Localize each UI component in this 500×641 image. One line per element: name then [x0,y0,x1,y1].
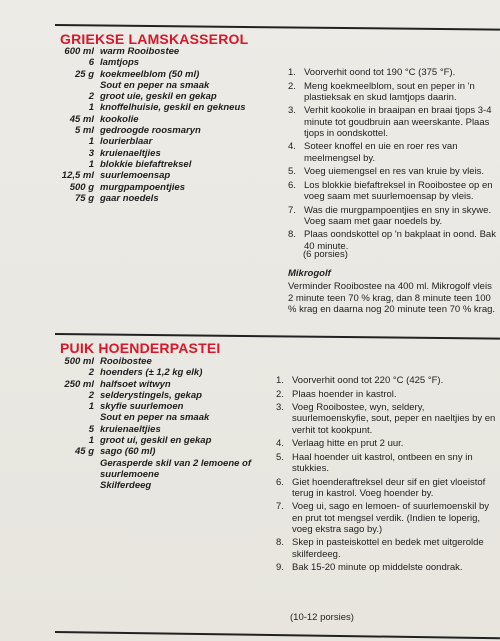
ingredient-row [56,125,246,136]
ingredient-qty: 500 ml [64,356,94,367]
step-item [288,141,496,163]
recipe2-ingredients [56,356,251,492]
ingredient-row [56,435,251,446]
ingredient-row [56,136,246,147]
ingredient-name: Sout en peper na smaak [100,412,210,424]
ingredient-name: kruienaeltjies [100,147,161,159]
ingredient-name: groot ui, geskil en gekap [100,435,212,447]
ingredient-qty: 3 [88,147,94,159]
step-text: Meng koekmeelblom, sout en peper in 'n plastieksak en skud lamtjops daarin. [304,80,475,103]
step-item [276,537,496,559]
step-text: Voeg uiemengsel en res van kruie by vleis. [304,166,485,178]
step-item [288,205,496,227]
recipe1-servings: (6 porsies) [303,249,348,260]
ingredient-qty: 2 [88,367,94,379]
ingredient-name: kookolie [100,113,139,125]
ingredient-name: lourierblaar [100,136,153,148]
step-number: 8. [288,229,296,241]
ingredient-name: suurlemoene [100,468,160,480]
ingredient-name: hoenders (± 1,2 kg elk) [100,367,203,379]
ingredient-qty: 600 ml [64,46,94,57]
step-text: Skep in pasteiskottel en bedek met uitgerolde skilferdeeg. [292,537,484,560]
ingredient-row [56,412,251,423]
ingredient-qty: 75 g [74,192,94,204]
step-text: Voorverhit oond tot 220 °C (425 °F). [292,375,444,386]
recipe2-steps [276,375,496,576]
step-text: Voorverhit oond tot 190 °C (375 °F). [304,67,456,78]
recipe1-steps [288,67,496,254]
ingredient-name: murgpampoentjies [100,181,185,193]
ingredient-name: knoffelhuisie, geskil en gekneus [100,102,246,114]
step-number: 3. [276,402,284,414]
ingredient-qty: 2 [88,389,94,401]
ingredient-name: suurlemoensap [100,170,171,182]
ingredient-qty: 45 g [74,446,94,458]
ingredient-name: halfsoet witwyn [100,378,171,390]
step-number: 3. [288,105,296,117]
ingredient-row [56,424,251,435]
step-item [276,438,496,449]
ingredient-row [56,69,246,80]
step-text: Was die murgpampoentjies en sny in skywe. Voeg saam met gaar noedels by. [304,204,492,227]
middle-divider [55,333,500,340]
ingredient-qty: 12,5 ml [61,170,94,182]
step-number: 5. [288,166,296,178]
ingredient-qty [56,412,100,423]
ingredient-qty: 1 [88,102,94,114]
ingredient-qty: 5 ml [74,125,94,137]
step-text: Verhit kookolie in braaipan en braai tjops 3-4 minute tot goudbruin aan weerskante. Plaas tjops in oondskottel. [304,105,492,139]
step-item [276,389,496,400]
ingredient-name: Gerasperde skil van 2 lemoene of [100,457,252,469]
step-item [276,562,496,573]
step-text: Plaas oondskottel op 'n bakplaat in oond. Bak 40 minute. [304,229,496,252]
step-number: 8. [276,537,284,549]
ingredient-row [56,182,246,193]
ingredient-qty: 500 g [69,181,94,193]
microwave-instructions: Verminder Rooibostee na 400 ml. Mikrogolf vleis 2 minute teen 70 % krag, dan 8 minute teen 100 % krag en daarna nog 20 minute teen 70 % krag. [288,281,496,316]
step-item [276,477,496,499]
step-text: Voeg ui, sago en lemoen- of suurlemoenskil by en prut tot mengsel verdik. (Indien te loperig, voeg ekstra sago by.) [292,501,489,535]
ingredient-row [56,390,251,401]
step-text: Verlaag hitte en prut 2 uur. [292,438,404,450]
ingredient-name: Skilferdeeg [100,480,152,492]
ingredient-name: gaar noedels [100,192,159,204]
step-number: 1. [276,375,284,386]
step-text: Plaas hoender in kastrol. [292,388,397,400]
step-item [288,105,496,139]
step-text: Giet hoenderaftreksel deur sif en giet vloeistof terug in kastrol. Voeg hoender by. [292,476,486,499]
ingredient-qty: 1 [88,435,94,447]
ingredient-name: blokkie biefaftreksel [100,158,192,170]
step-text: Haal hoender uit kastrol, ontbeen en sny in stukkies. [292,451,473,474]
ingredient-qty: 25 g [74,68,94,80]
ingredient-row [56,469,251,480]
ingredient-qty [56,469,100,480]
step-item [288,180,496,202]
step-number: 2. [288,80,296,92]
step-number: 7. [276,501,284,513]
ingredient-row [56,401,251,412]
ingredient-qty: 250 ml [64,378,94,390]
ingredient-row [56,102,246,113]
step-number: 6. [276,476,284,488]
step-number: 1. [288,67,296,78]
ingredient-name: Rooibostee [100,356,152,367]
ingredient-row [56,367,251,378]
step-number: 9. [276,562,284,574]
ingredient-qty [56,458,100,469]
step-text: Soteer knoffel en uie en roer res van meelmengsel by. [304,141,458,164]
ingredient-name: koekmeelblom (50 ml) [100,68,200,80]
ingredient-name: selderystingels, gekap [100,389,202,401]
step-number: 2. [276,388,284,400]
ingredient-qty [56,480,100,491]
ingredient-name: gedroogde roosmaryn [100,125,201,137]
step-text: Los blokkie biefaftreksel in Rooibostee op en voeg saam met suurlemoensap by vleis. [304,179,493,202]
ingredient-qty: 1 [88,158,94,170]
ingredient-qty: 5 [88,423,94,435]
ingredient-row [56,159,246,170]
ingredient-row [56,446,251,457]
ingredient-row [56,480,251,491]
ingredient-row [56,91,246,102]
ingredient-name: groot uie, geskil en gekap [100,91,217,103]
step-number: 7. [288,204,296,216]
recipe1-ingredients [56,46,246,204]
ingredient-qty: 2 [88,91,94,103]
ingredient-row [56,356,251,367]
step-number: 4. [276,438,284,450]
recipe2-servings: (10-12 porsies) [290,612,354,623]
ingredient-row [56,80,246,91]
ingredient-qty [56,80,100,91]
recipe2-title: PUIK HOENDERPASTEI [60,340,221,356]
ingredient-name: Sout en peper na smaak [100,79,210,91]
ingredient-qty: 1 [88,136,94,148]
ingredient-name: lamtjops [100,57,140,69]
ingredient-name: warm Rooibostee [100,46,180,57]
top-divider [55,24,500,31]
step-item [288,166,496,177]
ingredient-qty: 1 [88,401,94,413]
ingredient-row [56,57,246,68]
ingredient-row [56,458,251,469]
step-text: Bak 15-20 minute op middelste oondrak. [292,562,463,574]
ingredient-name: skyfie suurlemoen [100,401,184,413]
ingredient-name: kruienaeltjies [100,423,161,435]
recipe1-title: GRIEKSE LAMSKASSEROL [60,31,249,47]
ingredient-row [56,193,246,204]
step-number: 4. [288,141,296,153]
step-item [276,452,496,474]
ingredient-name: sago (60 ml) [100,446,156,458]
bottom-divider [55,631,500,639]
ingredient-row [56,379,251,390]
ingredient-row [56,46,246,57]
step-item [288,81,496,103]
step-item [276,375,496,386]
step-number: 6. [288,179,296,191]
ingredient-row [56,170,246,181]
ingredient-row [56,148,246,159]
step-number: 5. [276,451,284,463]
ingredient-row [56,114,246,125]
step-item [276,402,496,436]
step-item [288,67,496,78]
ingredient-qty: 6 [88,57,94,69]
step-text: Voeg Rooibostee, wyn, seldery, suurlemoenskyfie, sout, peper en naeltjies by en verhit tot kookpunt. [292,402,496,436]
microwave-heading: Mikrogolf [288,268,331,279]
step-item [276,501,496,535]
ingredient-qty: 45 ml [69,113,94,125]
